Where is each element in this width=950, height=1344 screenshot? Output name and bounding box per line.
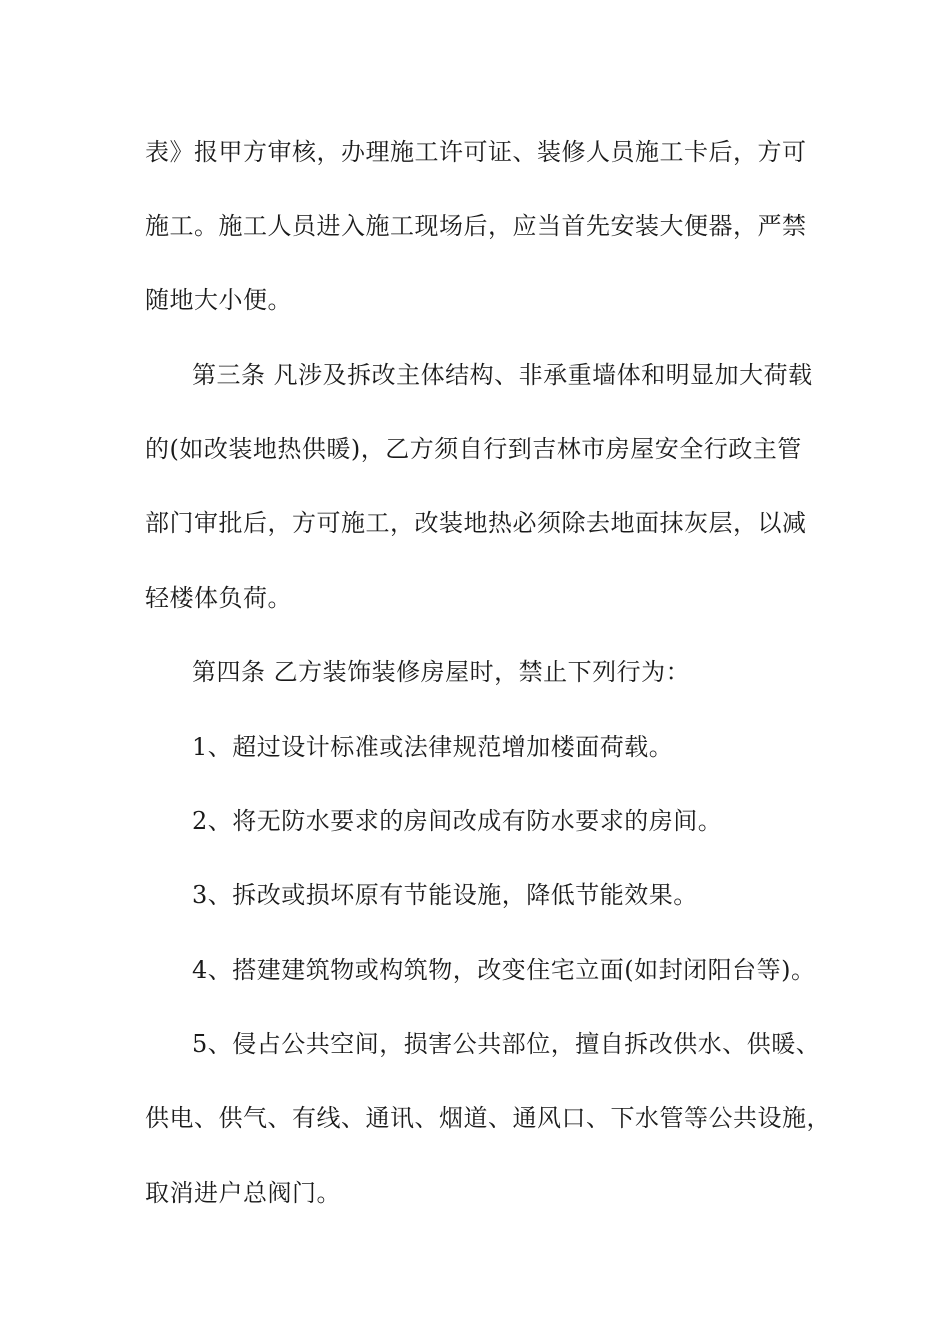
text-line-4: 第三条 凡涉及拆改主体结构、非承重墙体和明显加大荷载	[192, 361, 813, 389]
text-line-11: 3、拆改或损坏原有节能设施，降低节能效果。	[192, 881, 698, 909]
text-line-13: 5、侵占公共空间，损害公共部位，擅自拆改供水、供暖、	[192, 1030, 821, 1058]
text-line-10: 2、将无防水要求的房间改成有防水要求的房间。	[192, 807, 723, 835]
text-line-3: 随地大小便。	[145, 286, 292, 314]
text-line-1: 表》报甲方审核，办理施工许可证、装修人员施工卡后，方可	[145, 138, 807, 166]
text-line-7: 轻楼体负荷。	[145, 584, 292, 612]
text-line-15: 取消进户总阀门。	[145, 1179, 341, 1207]
text-line-8: 第四条 乙方装饰装修房屋时，禁止下列行为：	[192, 658, 691, 686]
text-line-12: 4、搭建建筑物或构筑物，改变住宅立面(如封闭阳台等)。	[192, 956, 816, 984]
text-line-2: 施工。施工人员进入施工现场后，应当首先安装大便器，严禁	[145, 212, 807, 240]
text-line-9: 1、超过设计标准或法律规范增加楼面荷载。	[192, 733, 674, 761]
text-line-6: 部门审批后，方可施工，改装地热必须除去地面抹灰层，以减	[145, 509, 807, 537]
text-line-5: 的(如改装地热供暖)，乙方须自行到吉林市房屋安全行政主管	[145, 435, 802, 463]
text-line-14: 供电、供气、有线、通讯、烟道、通风口、下水管等公共设施，	[145, 1104, 831, 1132]
